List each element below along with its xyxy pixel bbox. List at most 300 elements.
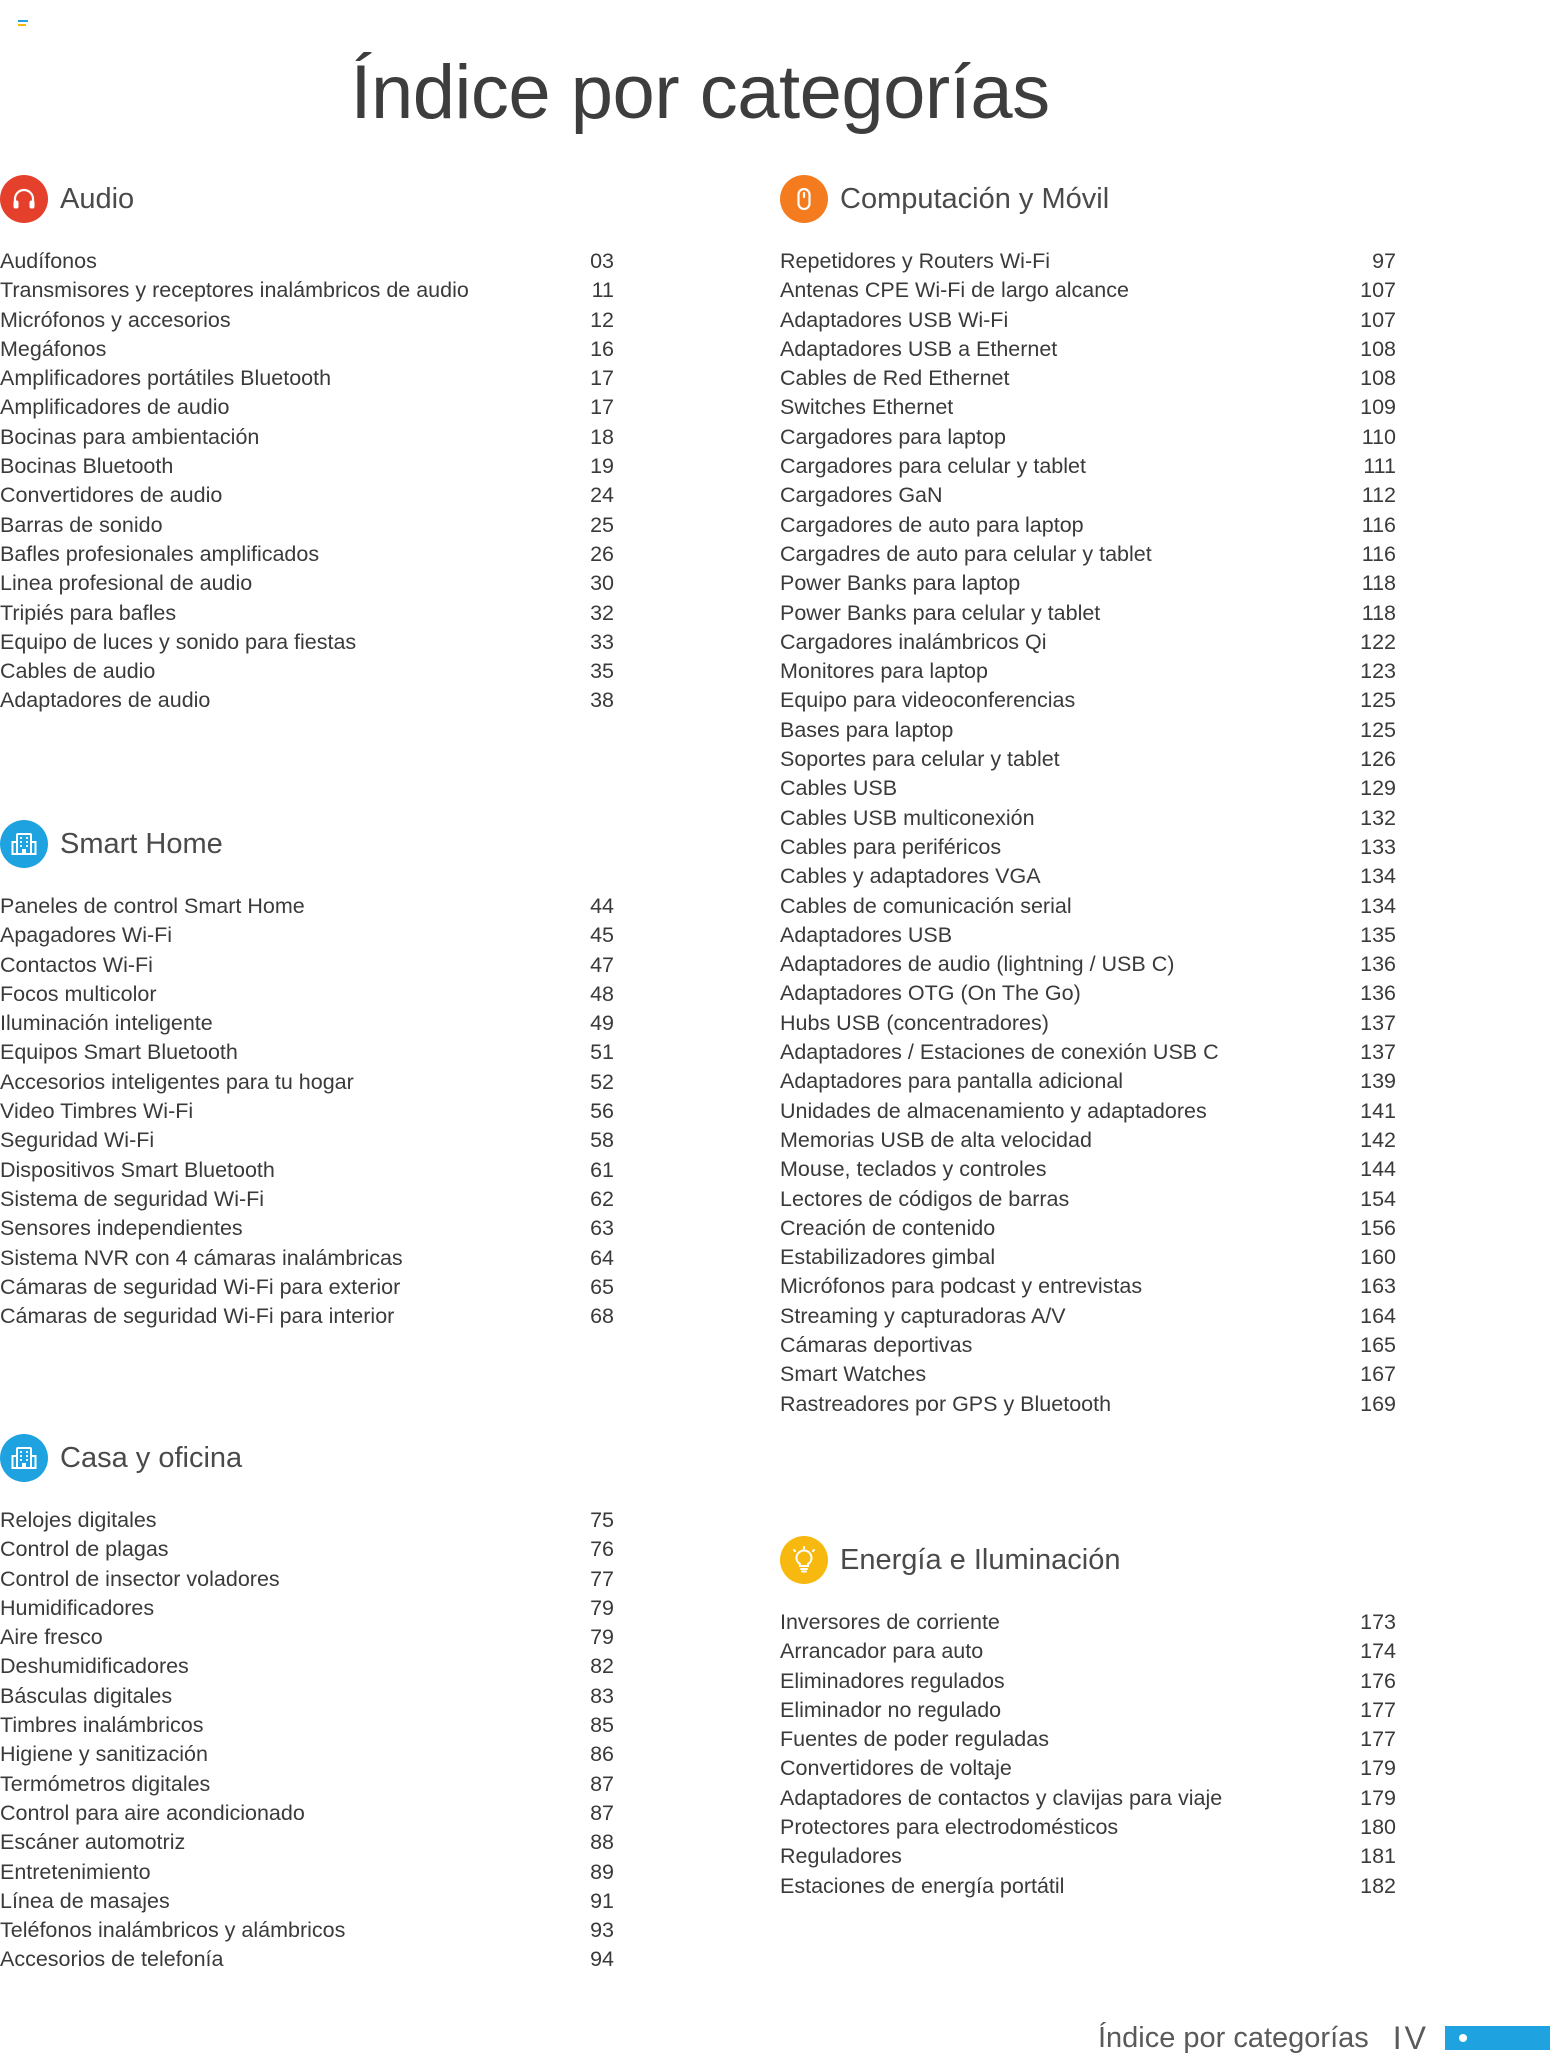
section-title: Smart Home [60,827,223,860]
footer-page-number: IV [1392,2019,1429,2056]
entry-page-number: 24 [590,483,614,508]
entry-page-number: 139 [1360,1069,1396,1094]
index-entry [780,540,1396,569]
entry-page-number: 132 [1360,805,1396,830]
section-header [780,1535,1396,1585]
mouse-icon [780,175,828,223]
entry-label: Cargadores para laptop [780,424,1006,449]
index-entry [780,1842,1396,1871]
section-computacion-movil [780,174,1396,1419]
entry-page-number: 77 [590,1566,614,1591]
index-entry [0,1828,614,1857]
entry-page-number: 76 [590,1537,614,1562]
entry-page-number: 79 [590,1625,614,1650]
entry-page-number: 87 [590,1771,614,1796]
building-icon [0,820,48,868]
entry-page-number: 68 [590,1304,614,1329]
index-entry [0,599,614,628]
index-entry [780,657,1396,686]
entry-page-number: 26 [590,541,614,566]
entry-page-number: 118 [1361,600,1396,625]
index-entry [0,1009,614,1038]
entry-page-number: 165 [1360,1332,1396,1357]
entry-label: Micrófonos para podcast y entrevistas [780,1274,1143,1299]
entry-page-number: 25 [590,512,614,537]
index-entry [780,950,1396,979]
entry-page-number: 91 [590,1888,614,1913]
index-entry [780,481,1396,510]
index-entry [0,423,614,452]
entry-page-number: 51 [590,1040,614,1065]
entry-label: Cargadores de auto para laptop [780,512,1084,537]
index-entry [780,716,1396,745]
entry-page-number: 136 [1360,952,1396,977]
entry-label: Bases para laptop [780,717,954,742]
index-entry [0,951,614,980]
entry-page-number: 125 [1360,717,1396,742]
entry-page-number: 45 [590,923,614,948]
index-entry [0,1185,614,1214]
index-entry [0,1594,614,1623]
entry-page-number: 88 [590,1830,614,1855]
entry-label: Estabilizadores gimbal [780,1245,996,1270]
entry-label: Adaptadores USB [780,922,953,947]
footer-dot [1459,2034,1467,2042]
index-entry [0,628,614,657]
index-entry [0,1770,614,1799]
index-entry [0,569,614,598]
entry-page-number: 32 [590,600,614,625]
index-entry [0,1302,614,1331]
entry-label: Monitores para laptop [780,659,988,684]
entry-label: Power Banks para celular y tablet [780,600,1101,625]
entry-list [780,1608,1396,1901]
entry-page-number: 47 [590,952,614,977]
entry-page-number: 141 [1360,1098,1396,1123]
entry-label: Convertidores de voltaje [780,1756,1012,1781]
entry-page-number: 116 [1361,541,1396,566]
entry-page-number: 85 [590,1713,614,1738]
entry-page-number: 107 [1360,278,1396,303]
entry-page-number: 177 [1360,1727,1396,1752]
index-entry [780,628,1396,657]
page-title: Índice por categorías [350,49,1050,135]
entry-page-number: 173 [1360,1610,1396,1634]
entry-page-number: 94 [590,1947,614,1972]
entry-label: Equipos Smart Bluetooth [0,1040,238,1065]
entry-label: Protectores para electrodomésticos [780,1815,1119,1840]
index-entry [0,540,614,569]
entry-label: Mouse, teclados y controles [780,1157,1047,1182]
index-entry [780,1784,1396,1813]
entry-label: Cámaras de seguridad Wi-Fi para interior [0,1304,395,1329]
entry-label: Accesorios de telefonía [0,1947,224,1972]
entry-page-number: 125 [1360,688,1396,713]
index-entry [0,1506,614,1535]
entry-label: Video Timbres Wi-Fi [0,1099,194,1124]
entry-label: Cables de comunicación serial [780,893,1072,918]
index-entry [780,979,1396,1008]
index-entry [0,452,614,481]
entry-label: Bocinas Bluetooth [0,454,174,479]
entry-label: Teléfonos inalámbricos y alámbricos [0,1918,346,1943]
index-entry [780,452,1396,481]
index-entry [0,1623,614,1652]
index-entry [0,1916,614,1945]
index-entry [780,892,1396,921]
index-entry [780,1360,1396,1389]
entry-page-number: 11 [591,278,614,303]
entry-label: Tripiés para bafles [0,600,177,625]
index-entry [780,1272,1396,1301]
entry-page-number: 179 [1360,1785,1396,1810]
entry-page-number: 35 [590,659,614,684]
index-entry [780,306,1396,335]
entry-label: Cables de Red Ethernet [780,366,1010,391]
index-entry [780,1608,1396,1637]
index-entry [780,1243,1396,1272]
entry-page-number: 176 [1360,1668,1396,1693]
entry-label: Audífonos [0,249,97,273]
section-header [780,174,1396,224]
index-entry [780,335,1396,364]
entry-page-number: 63 [590,1216,614,1241]
index-entry [780,1667,1396,1696]
entry-page-number: 179 [1360,1756,1396,1781]
entry-page-number: 30 [590,571,614,596]
lightbulb-icon [780,1536,828,1584]
entry-label: Adaptadores OTG (On The Go) [780,981,1081,1006]
entry-page-number: 65 [590,1274,614,1299]
entry-label: Aire fresco [0,1625,103,1650]
entry-page-number: 16 [590,336,614,361]
index-entry [780,1331,1396,1360]
entry-page-number: 109 [1360,395,1396,420]
section-header [0,174,614,224]
footer-accent-bar [1445,2026,1550,2050]
entry-page-number: 134 [1360,893,1396,918]
index-entry [780,774,1396,803]
index-entry [0,657,614,686]
entry-label: Sistema de seguridad Wi-Fi [0,1186,265,1211]
entry-page-number: 75 [590,1508,614,1532]
index-entry [780,1155,1396,1184]
headphones-icon [0,175,48,223]
index-entry [780,1302,1396,1331]
entry-page-number: 82 [590,1654,614,1679]
entry-label: Soportes para celular y tablet [780,747,1060,772]
entry-page-number: 17 [590,366,614,391]
index-entry [780,1813,1396,1842]
entry-label: Cargadres de auto para celular y tablet [780,541,1152,566]
entry-page-number: 123 [1360,659,1396,684]
index-entry [780,1214,1396,1243]
index-entry [0,1068,614,1097]
index-entry [0,1156,614,1185]
entry-label: Cargadores inalámbricos Qi [780,629,1047,654]
index-entry [780,1009,1396,1038]
entry-label: Contactos Wi-Fi [0,952,153,977]
entry-label: Amplificadores de audio [0,395,230,420]
index-entry [780,364,1396,393]
entry-page-number: 126 [1360,747,1396,772]
index-entry [780,1637,1396,1666]
entry-page-number: 180 [1360,1815,1396,1840]
entry-page-number: 62 [590,1186,614,1211]
entry-label: Equipo para videoconferencias [780,688,1076,713]
entry-label: Linea profesional de audio [0,571,253,596]
entry-page-number: 164 [1360,1303,1396,1328]
corner-mark [18,20,28,28]
entry-label: Reguladores [780,1844,902,1869]
index-entry [780,1038,1396,1067]
entry-page-number: 48 [590,981,614,1006]
entry-label: Deshumidificadores [0,1654,189,1679]
entry-label: Termómetros digitales [0,1771,211,1796]
entry-label: Iluminación inteligente [0,1011,213,1036]
entry-label: Transmisores y receptores inalámbricos de audio [0,278,469,303]
entry-label: Cámaras de seguridad Wi-Fi para exterior [0,1274,401,1299]
entry-label: Megáfonos [0,336,107,361]
entry-label: Cargadores GaN [780,483,943,508]
entry-page-number: 107 [1360,307,1396,332]
page-footer [1098,2018,1550,2058]
entry-label: Inversores de corriente [780,1610,1000,1634]
section-audio [0,174,614,716]
entry-page-number: 17 [590,395,614,420]
index-entry [0,1126,614,1155]
index-entry [780,393,1396,422]
entry-page-number: 129 [1360,776,1396,801]
entry-label: Focos multicolor [0,981,157,1006]
entry-label: Eliminador no regulado [780,1697,1002,1722]
entry-label: Memorias USB de alta velocidad [780,1127,1092,1152]
entry-label: Arrancador para auto [780,1639,984,1664]
entry-page-number: 56 [590,1099,614,1124]
index-entry [0,1858,614,1887]
entry-page-number: 167 [1360,1362,1396,1387]
entry-label: Lectores de códigos de barras [780,1186,1070,1211]
entry-page-number: 174 [1360,1639,1396,1664]
index-entry [0,892,614,921]
entry-page-number: 163 [1360,1274,1396,1299]
index-entry [0,1535,614,1564]
entry-page-number: 03 [590,249,614,273]
entry-label: Power Banks para laptop [780,571,1021,596]
index-entry [780,423,1396,452]
entry-label: Smart Watches [780,1362,927,1387]
entry-page-number: 154 [1360,1186,1396,1211]
entry-label: Escáner automotriz [0,1830,186,1855]
entry-label: Adaptadores USB a Ethernet [780,336,1058,361]
entry-label: Streaming y capturadoras A/V [780,1303,1066,1328]
entry-label: Equipo de luces y sonido para fiestas [0,629,357,654]
index-entry [0,1887,614,1916]
entry-label: Cámaras deportivas [780,1332,973,1357]
entry-label: Eliminadores regulados [780,1668,1005,1693]
index-entry [0,1799,614,1828]
entry-label: Adaptadores USB Wi-Fi [780,307,1009,332]
entry-page-number: 58 [590,1128,614,1153]
entry-label: Timbres inalámbricos [0,1713,204,1738]
entry-page-number: 182 [1360,1873,1396,1898]
entry-label: Antenas CPE Wi-Fi de largo alcance [780,278,1129,303]
entry-label: Accesorios inteligentes para tu hogar [0,1069,354,1094]
index-entry [0,276,614,305]
index-entry [780,804,1396,833]
entry-page-number: 79 [590,1595,614,1620]
entry-label: Dispositivos Smart Bluetooth [0,1157,275,1182]
entry-page-number: 83 [590,1683,614,1708]
entry-label: Línea de masajes [0,1888,170,1913]
entry-label: Cables USB [780,776,898,801]
corner-mark-line-blue [18,20,28,22]
index-entry [0,1038,614,1067]
index-entry [780,1754,1396,1783]
index-entry [0,481,614,510]
entry-label: Sistema NVR con 4 cámaras inalámbricas [0,1245,403,1270]
index-entry [780,1097,1396,1126]
entry-label: Adaptadores de audio (lightning / USB C) [780,952,1175,977]
index-entry [0,980,614,1009]
entry-page-number: 108 [1360,336,1396,361]
entry-label: Adaptadores para pantalla adicional [780,1069,1124,1094]
entry-page-number: 108 [1360,366,1396,391]
entry-label: Paneles de control Smart Home [0,894,305,918]
index-entry [0,306,614,335]
index-entry [780,1390,1396,1419]
entry-label: Control para aire acondicionado [0,1800,305,1825]
entry-page-number: 87 [590,1800,614,1825]
section-smart-home [0,819,614,1331]
entry-page-number: 136 [1360,981,1396,1006]
entry-label: Rastreadores por GPS y Bluetooth [780,1391,1112,1416]
section-title: Casa y oficina [60,1441,243,1474]
entry-page-number: 137 [1360,1010,1396,1035]
index-entry [780,569,1396,598]
footer-label: Índice por categorías [1097,2021,1369,2054]
entry-label: Hubs USB (concentradores) [780,1010,1049,1035]
entry-page-number: 111 [1363,454,1396,479]
entry-label: Bafles profesionales amplificados [0,541,320,566]
section-title: Computación y Móvil [840,182,1110,215]
index-entry [780,276,1396,305]
index-entry [780,686,1396,715]
entry-page-number: 49 [590,1011,614,1036]
index-entry [780,599,1396,628]
entry-label: Switches Ethernet [780,395,954,420]
index-entry [780,1185,1396,1214]
index-entry [780,1067,1396,1096]
entry-page-number: 134 [1360,864,1396,889]
entry-page-number: 38 [590,688,614,713]
entry-label: Humidificadores [0,1595,155,1620]
entry-label: Sensores independientes [0,1216,243,1241]
entry-page-number: 160 [1360,1245,1396,1270]
index-entry [0,921,614,950]
section-title: Energía e Iluminación [840,1543,1121,1576]
index-entry [0,1273,614,1302]
entry-page-number: 137 [1360,1040,1396,1065]
entry-label: Higiene y sanitización [0,1742,208,1767]
index-entry [0,1711,614,1740]
entry-label: Apagadores Wi-Fi [0,923,173,948]
entry-page-number: 64 [590,1245,614,1270]
index-entry [0,1682,614,1711]
index-entry [780,247,1396,276]
section-header [0,1433,614,1483]
entry-page-number: 110 [1361,424,1396,449]
index-entry [780,511,1396,540]
entry-page-number: 135 [1360,922,1396,947]
section-title: Audio [60,182,135,215]
entry-page-number: 177 [1360,1697,1396,1722]
entry-label: Amplificadores portátiles Bluetooth [0,366,332,391]
index-entry [0,247,614,276]
entry-page-number: 61 [590,1157,614,1182]
entry-label: Fuentes de poder reguladas [780,1727,1049,1752]
entry-page-number: 112 [1361,483,1396,508]
entry-page-number: 122 [1360,629,1396,654]
entry-page-number: 97 [1372,249,1396,273]
entry-list [0,1506,614,1975]
entry-page-number: 181 [1360,1844,1396,1869]
index-entry [0,1244,614,1273]
entry-label: Relojes digitales [0,1508,157,1532]
entry-page-number: 118 [1361,571,1396,596]
index-entry [0,1740,614,1769]
index-entry [780,921,1396,950]
entry-label: Creación de contenido [780,1215,996,1240]
entry-page-number: 89 [590,1859,614,1884]
index-entry [0,511,614,540]
index-entry [0,1565,614,1594]
entry-label: Unidades de almacenamiento y adaptadores [780,1098,1207,1123]
index-entry [780,833,1396,862]
index-entry [0,686,614,715]
entry-label: Cables para periféricos [780,834,1002,859]
entry-label: Adaptadores de audio [0,688,211,713]
entry-page-number: 144 [1360,1157,1396,1182]
entry-label: Cables y adaptadores VGA [780,864,1041,889]
entry-page-number: 116 [1361,512,1396,537]
section-header [0,819,614,869]
index-entry [780,1725,1396,1754]
entry-label: Básculas digitales [0,1683,173,1708]
index-entry [780,1872,1396,1901]
index-entry [0,335,614,364]
entry-label: Cargadores para celular y tablet [780,454,1086,479]
entry-page-number: 156 [1360,1215,1396,1240]
entry-label: Adaptadores / Estaciones de conexión USB C [780,1040,1219,1065]
section-casa-oficina [0,1433,614,1975]
entry-page-number: 142 [1360,1127,1396,1152]
entry-label: Control de plagas [0,1537,169,1562]
entry-label: Micrófonos y accesorios [0,307,231,332]
index-entry [780,1696,1396,1725]
entry-page-number: 133 [1360,834,1396,859]
entry-page-number: 18 [590,424,614,449]
entry-label: Seguridad Wi-Fi [0,1128,155,1153]
entry-label: Adaptadores de contactos y clavijas para viaje [780,1785,1223,1810]
index-entry [780,862,1396,891]
index-entry [0,393,614,422]
entry-page-number: 44 [590,894,614,918]
index-entry [780,1126,1396,1155]
entry-label: Convertidores de audio [0,483,223,508]
corner-mark-line-yellow [18,24,26,26]
index-entry [0,1652,614,1681]
